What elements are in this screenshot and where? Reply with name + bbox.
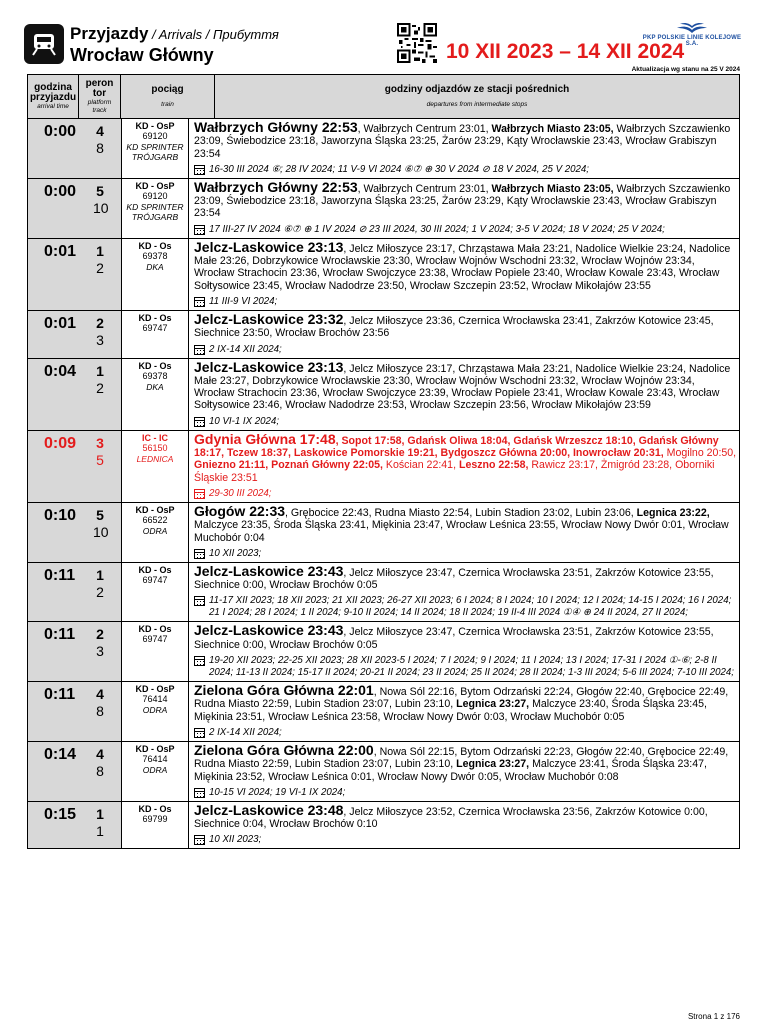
arrival-time: 0:15 bbox=[44, 805, 77, 823]
train-number: 69120 bbox=[142, 131, 168, 141]
calendar-icon bbox=[194, 165, 205, 175]
station-name: Wrocław Główny bbox=[70, 45, 214, 65]
train-number: 69120 bbox=[142, 190, 168, 201]
track-number: 3 bbox=[96, 643, 104, 660]
operating-days-text: 10 XII 2023; bbox=[209, 834, 262, 846]
table-row bbox=[28, 239, 739, 311]
arrival-time: 0:01 bbox=[44, 314, 77, 332]
route-segment: , Jelcz Miłoszyce 23:47, Czernica Wrocławska 23:51, Zakrzów Kotowice 23:55, Siechnice 0:00, Wrocław Brochów 0:05 bbox=[194, 626, 714, 651]
route-segment: Wałbrzych Miasto 23:05, bbox=[491, 123, 614, 135]
route-segment: , Nowa Sól 22:16, Bytom Odrzański 22:24, Głogów 22:40, Grębocice 22:49, Rudna Miasto 22:59, Lubin Stadion 23:07, Lubin 23:10, bbox=[194, 686, 729, 711]
table-row bbox=[28, 311, 739, 359]
route-segment: , Grębocice 22:43, Rudna Miasto 22:54, Lubin Stadion 23:02, Lubin 23:06, bbox=[285, 506, 637, 519]
time-platform-cell bbox=[28, 622, 121, 681]
pkp-wings-icon bbox=[677, 22, 707, 34]
origin-station: Jelcz-Laskowice 23:13 bbox=[194, 238, 344, 255]
route-text bbox=[194, 502, 737, 544]
operating-days-text: 2 IX-14 XII 2024; bbox=[209, 343, 282, 355]
route-segment: Leszno 22:58, bbox=[458, 459, 529, 472]
train-name: DKA bbox=[146, 261, 164, 272]
operating-days bbox=[194, 296, 737, 308]
route-segment: Rawicz 23:17, Żmigród 23:28, Oborniki Śląskie 23:51 bbox=[194, 459, 715, 484]
track-number: 8 bbox=[96, 762, 104, 779]
route-segment: Legnica 23:27, bbox=[456, 758, 530, 771]
track-number: 5 bbox=[96, 451, 104, 468]
route-segment: , Jelcz Miłoszyce 23:17, Chrząstawa Mała 23:21, Nadolice Wielkie 23:24, Nadolice Małe 23:27, Dobrzykowice Wrocławskie 23:30, Wrocław Wojnów Wschodni 23:32, Wrocław Wojnów 23:34, Wrocław Strachocin 23:36, Wrocław Swojczyce 23:39, Wrocław Popiele 23:41, Wrocław Kowale 23:43, Wrocław Sołtysowice 23:46, Wrocław Nadodrze 23:53, Wrocław Szczepin 23:56, Wrocław Mikołajów 23:59 bbox=[194, 362, 731, 412]
train-cell bbox=[121, 742, 189, 801]
calendar-icon bbox=[194, 549, 205, 559]
carrier-category: KD - Os bbox=[138, 564, 172, 575]
calendar-icon bbox=[194, 225, 205, 235]
calendar-icon bbox=[194, 656, 205, 666]
route-text bbox=[194, 624, 737, 651]
track-number: 10 bbox=[93, 523, 109, 540]
track-number: 2 bbox=[96, 583, 104, 600]
route-text bbox=[194, 238, 737, 292]
calendar-icon bbox=[194, 835, 205, 845]
route-text bbox=[194, 178, 737, 220]
carrier-category: IC - IC bbox=[142, 432, 168, 443]
operating-days bbox=[194, 224, 737, 236]
calendar-icon bbox=[194, 297, 205, 307]
track-number: 2 bbox=[96, 379, 104, 396]
route-segment: , Wałbrzych Centrum 23:01, bbox=[357, 182, 492, 195]
validity-period: 10 XII 2023 – 14 XII 2024 bbox=[446, 40, 685, 63]
operating-days-text: 11-17 XII 2023; 18 XII 2023; 21 XII 2023; 26-27 XII 2023; 6 I 2024; 8 I 2024; 10 I 2024; 12 I 2024; 14-15 I 2024; 16 I 2024; 21 I 2024; 28 I 2024; 1 II 2024; 9-10 II 2024; 14 II 2024; 18 II 2024; 19 II-4 III 2024 ①④ ⊕ 24 II 2024, 27 II 2024; bbox=[209, 595, 732, 619]
calendar-icon bbox=[194, 345, 205, 355]
carrier-category: KD - OsP bbox=[135, 684, 175, 695]
time-platform-cell bbox=[28, 179, 121, 238]
platform-number: 2 bbox=[96, 626, 104, 643]
carrier-category: KD - OsP bbox=[135, 121, 175, 131]
table-row bbox=[28, 682, 739, 742]
route-text bbox=[194, 358, 737, 412]
train-cell bbox=[121, 359, 189, 430]
origin-station: Jelcz-Laskowice 23:43 bbox=[194, 562, 344, 579]
train-name: KD SPRINTER TRÓJGARB bbox=[126, 142, 184, 162]
arrival-time: 0:04 bbox=[44, 362, 77, 380]
arrival-time: 0:14 bbox=[44, 745, 77, 763]
operating-days-text: 2 IX-14 XII 2024; bbox=[209, 726, 282, 738]
train-name: ODRA bbox=[142, 525, 168, 536]
route-text bbox=[194, 430, 737, 484]
qr-code-icon bbox=[397, 23, 437, 63]
train-number: 69747 bbox=[142, 574, 168, 585]
table-row bbox=[28, 359, 739, 431]
origin-station: Głogów 22:33 bbox=[194, 502, 286, 519]
table-header bbox=[28, 75, 739, 119]
route-segment: Wałbrzych Szczawienko 23:09, Świebodzice 23:18, Jaworzyna Śląska 23:25, Żarów 23:29, Kąty Wrocławskie 23:43, Wrocław Grabiszyn 23:54 bbox=[194, 123, 731, 160]
operating-days bbox=[194, 834, 737, 846]
route-text bbox=[194, 684, 737, 723]
carrier-category: KD - OsP bbox=[135, 504, 175, 515]
train-cell bbox=[121, 179, 189, 238]
table-row bbox=[28, 431, 739, 503]
track-number: 3 bbox=[96, 331, 104, 348]
platform-number: 5 bbox=[96, 182, 104, 199]
train-name: KD SPRINTER TRÓJGARB bbox=[126, 201, 184, 222]
carrier-category: KD - Os bbox=[138, 312, 172, 323]
operating-days-text: 17 III-27 IV 2024 ⑥⑦ ⊕ 1 IV 2024 ⊘ 23 III 2024, 30 III 2024; 1 V 2024; 3-5 V 2024; 18 V 2024; 25 V 2024; bbox=[209, 223, 665, 235]
track-number: 8 bbox=[96, 703, 104, 720]
table-row bbox=[28, 802, 739, 849]
time-platform-cell bbox=[28, 802, 121, 849]
train-name: ODRA bbox=[142, 764, 168, 775]
time-platform-cell bbox=[28, 239, 121, 310]
time-platform-cell bbox=[28, 742, 121, 801]
route-segment: , Nowa Sól 22:15, Bytom Odrzański 22:23, Głogów 22:40, Grębocice 22:49, Rudna Miasto 22:59, Lubin Stadion 23:07, Lubin 23:10, bbox=[194, 745, 729, 771]
platform-number: 1 bbox=[96, 805, 104, 822]
track-number: 1 bbox=[96, 822, 104, 839]
origin-station: Gdynia Główna 17:48 bbox=[194, 430, 336, 447]
update-note: Aktualizacja wg stanu na 25 V 2024 bbox=[631, 66, 740, 73]
origin-station: Jelcz-Laskowice 23:48 bbox=[194, 801, 344, 818]
route-cell bbox=[189, 311, 739, 358]
train-number: 69747 bbox=[142, 634, 168, 645]
platform-number: 4 bbox=[96, 123, 104, 139]
train-cell bbox=[121, 503, 189, 562]
train-number: 69378 bbox=[142, 250, 168, 261]
route-segment: Legnica 23:27, bbox=[456, 698, 530, 711]
origin-station: Zielona Góra Główna 22:00 bbox=[194, 741, 374, 758]
table-row bbox=[28, 622, 739, 682]
platform-number: 4 bbox=[96, 686, 104, 703]
time-platform-cell bbox=[28, 359, 121, 430]
calendar-icon bbox=[194, 728, 205, 738]
arrival-time: 0:00 bbox=[44, 123, 77, 140]
train-icon bbox=[24, 24, 64, 64]
route-cell bbox=[189, 179, 739, 238]
arrival-time: 0:10 bbox=[44, 506, 77, 524]
route-segment: , Jelcz Miłoszyce 23:36, Czernica Wrocławska 23:41, Zakrzów Kotowice 23:45, Siechnice 23:50, Wrocław Brochów 23:56 bbox=[194, 314, 714, 340]
train-number: 69378 bbox=[142, 370, 168, 381]
platform-number: 5 bbox=[96, 506, 104, 523]
platform-number: 1 bbox=[96, 242, 104, 259]
arrival-time: 0:01 bbox=[44, 242, 77, 260]
operating-days-text: 10 VI-1 IX 2024; bbox=[209, 415, 280, 427]
route-segment: Legnica 23:22, bbox=[636, 506, 710, 519]
route-segment: Malczyce 23:40, Środa Śląska 23:45, Miękinia 23:51, Wrocław Leśnica 23:58, Wrocław Nowy Dwór 0:03, Wrocław Muchobór 0:05 bbox=[194, 698, 707, 723]
arrivals-table bbox=[27, 74, 740, 849]
origin-station: Jelcz-Laskowice 23:32 bbox=[194, 310, 344, 327]
operating-days bbox=[194, 344, 737, 356]
operating-days bbox=[194, 595, 737, 619]
train-cell bbox=[121, 431, 189, 502]
route-segment: , Wałbrzych Centrum 23:01, bbox=[357, 123, 492, 135]
route-segment: , Jelcz Miłoszyce 23:47, Czernica Wrocławska 23:51, Zakrzów Kotowice 23:55, Siechnice 0:00, Wrocław Brochów 0:05 bbox=[194, 566, 714, 592]
carrier-category: KD - Os bbox=[138, 360, 172, 371]
train-number: 56150 bbox=[142, 442, 168, 453]
origin-station: Wałbrzych Główny 22:53 bbox=[194, 119, 358, 135]
table-body bbox=[28, 119, 739, 848]
operating-days-text: 19-20 XII 2023; 22-25 XII 2023; 28 XII 2023-5 I 2024; 7 I 2024; 9 I 2024; 11 I 2024; 13 I 2024; 17-31 I 2024 ①-⑥; 2-8 II 2024; 11-13 II 2024; 15-17 II 2024; 20-21 II 2024; 23 II 2024; 25 II 2024; 28 II 2024; 1-3 III 2024; 5-6 III 2024; 7-10 III 2024; bbox=[209, 655, 734, 679]
table-row bbox=[28, 179, 739, 239]
operating-days-text: 29-30 III 2024; bbox=[209, 487, 272, 499]
operating-days-text: 10 XII 2023; bbox=[209, 547, 262, 559]
train-name: DKA bbox=[146, 381, 164, 392]
column-platform: peron tor platform track bbox=[79, 75, 121, 118]
page-header bbox=[0, 0, 768, 76]
operating-days bbox=[194, 655, 737, 679]
train-number: 76414 bbox=[142, 753, 168, 764]
time-platform-cell bbox=[28, 503, 121, 562]
route-segment: Mogilno 20:50, bbox=[663, 447, 737, 460]
track-number: 10 bbox=[93, 199, 109, 216]
route-segment: , Jelcz Miłoszyce 23:17, Chrząstawa Mała 23:21, Nadolice Wielkie 23:24, Nadolice Małe 23:26, Dobrzykowice Wrocławskie 23:30, Wrocław Wojnów Wschodni 23:32, Wrocław Wojnów 23:34, Wrocław Strachocin 23:36, Wrocław Swojczyce 23:38, Wrocław Popiele 23:40, Wrocław Kowale 23:43, Wrocław Sołtysowice 23:45, Wrocław Nadodrze 23:50, Wrocław Szczepin 23:52, Wrocław Mikołajów 23:55 bbox=[194, 242, 731, 292]
operating-days bbox=[194, 488, 737, 500]
time-platform-cell bbox=[28, 311, 121, 358]
time-platform-cell bbox=[28, 682, 121, 741]
origin-station: Zielona Góra Główna 22:01 bbox=[194, 682, 374, 699]
train-cell bbox=[121, 802, 189, 849]
route-cell bbox=[189, 239, 739, 310]
operating-days-text: 10-15 VI 2024; 19 VI-1 IX 2024; bbox=[209, 786, 346, 798]
route-cell bbox=[189, 622, 739, 681]
platform-number: 3 bbox=[96, 434, 104, 451]
platform-number: 1 bbox=[96, 362, 104, 379]
carrier-category: KD - OsP bbox=[135, 180, 175, 191]
train-name: ODRA bbox=[142, 705, 168, 716]
operating-days bbox=[194, 164, 737, 176]
train-cell bbox=[121, 239, 189, 310]
route-cell bbox=[189, 431, 739, 502]
calendar-icon bbox=[194, 788, 205, 798]
route-segment: , Sopot 17:58, Gdańsk Oliwa 18:04, Gdańsk Wrzeszcz 18:10, Gdańsk Główny 18:17, Tczew 18:37, Laskowice Pomorskie 19:21, Bydgoszcz Główna 20:00, Inowrocław 20:31, bbox=[194, 434, 719, 460]
train-number: 69747 bbox=[142, 322, 168, 333]
page-title: Przyjazdy / Arrivals / Прибуття bbox=[70, 24, 279, 43]
calendar-icon bbox=[194, 417, 205, 427]
calendar-icon bbox=[194, 489, 205, 499]
route-segment: Malczyce 23:35, Środa Śląska 23:41, Miękinia 23:47, Wrocław Leśnica 23:55, Wrocław Nowy Dwór 0:01, Wrocław Muchobór 0:04 bbox=[194, 519, 729, 544]
carrier-category: KD - OsP bbox=[135, 743, 175, 754]
track-number: 2 bbox=[96, 259, 104, 276]
route-cell bbox=[189, 503, 739, 562]
calendar-icon bbox=[194, 596, 205, 606]
operating-days-text: 11 III-9 VI 2024; bbox=[209, 295, 278, 307]
train-number: 69799 bbox=[142, 813, 168, 824]
operating-days-text: 16-30 III 2024 ⑥; 28 IV 2024; 11 V-9 VI 2024 ⑥⑦ ⊕ 30 V 2024 ⊘ 18 V 2024, 25 V 2024; bbox=[209, 163, 589, 175]
train-number: 76414 bbox=[142, 694, 168, 705]
operating-days bbox=[194, 727, 737, 739]
time-platform-cell bbox=[28, 563, 121, 622]
route-segment: , Jelcz Miłoszyce 23:52, Czernica Wrocławska 23:56, Zakrzów Kotowice 0:00, Siechnice 0:04, Wrocław Brochów 0:10 bbox=[194, 805, 708, 831]
table-row bbox=[28, 119, 739, 179]
route-segment: Wałbrzych Miasto 23:05, bbox=[491, 182, 614, 195]
arrival-time: 0:11 bbox=[44, 566, 76, 584]
table-row bbox=[28, 563, 739, 623]
route-segment: Gniezno 21:11, Poznań Główny 22:05, bbox=[194, 459, 383, 472]
route-segment: Kościan 22:41, bbox=[382, 459, 459, 472]
arrival-time: 0:11 bbox=[44, 686, 76, 704]
route-cell bbox=[189, 742, 739, 801]
table-row bbox=[28, 742, 739, 802]
operating-days bbox=[194, 416, 737, 428]
column-train: pociąg train bbox=[121, 75, 215, 118]
operating-days bbox=[194, 548, 737, 560]
route-cell bbox=[189, 802, 739, 849]
column-arrival-time: godzina przyjazdu arrival time bbox=[28, 75, 79, 118]
arrival-time: 0:09 bbox=[44, 434, 77, 452]
platform-number: 1 bbox=[96, 566, 104, 583]
route-text bbox=[194, 310, 737, 340]
train-cell bbox=[121, 119, 189, 178]
operating-days bbox=[194, 787, 737, 799]
route-text bbox=[194, 741, 737, 783]
time-platform-cell bbox=[28, 431, 121, 502]
route-segment: Wałbrzych Szczawienko 23:09, Świebodzice 23:18, Jaworzyna Śląska 23:25, Żarów 23:29, Kąty Wrocławskie 23:43, Wrocław Grabiszyn 23:54 bbox=[194, 182, 731, 220]
route-cell bbox=[189, 359, 739, 430]
route-cell bbox=[189, 682, 739, 741]
origin-station: Wałbrzych Główny 22:53 bbox=[194, 178, 358, 195]
platform-number: 2 bbox=[96, 314, 104, 331]
train-cell bbox=[121, 622, 189, 681]
origin-station: Jelcz-Laskowice 23:13 bbox=[194, 358, 344, 375]
carrier-category: KD - Os bbox=[138, 240, 172, 251]
train-cell bbox=[121, 563, 189, 622]
carrier-category: KD - Os bbox=[138, 624, 172, 635]
track-number: 8 bbox=[96, 140, 104, 156]
train-name: LEDNICA bbox=[136, 453, 174, 464]
column-stops: godziny odjazdów ze stacji pośrednich departures from intermediate stops bbox=[384, 83, 570, 108]
carrier-category: KD - Os bbox=[138, 803, 172, 814]
table-row bbox=[28, 503, 739, 563]
route-text bbox=[194, 562, 737, 592]
origin-station: Jelcz-Laskowice 23:43 bbox=[194, 622, 344, 639]
route-segment: Malczyce 23:41, Środa Śląska 23:47, Miękinia 23:52, Wrocław Leśnica 0:01, Wrocław Nowy Dwór 0:05, Wrocław Muchobór 0:08 bbox=[194, 758, 707, 783]
page-number: Strona 1 z 176 bbox=[687, 1012, 740, 1021]
route-cell bbox=[189, 563, 739, 622]
arrival-time: 0:11 bbox=[44, 626, 76, 644]
route-text bbox=[194, 801, 737, 831]
time-platform-cell bbox=[28, 119, 121, 178]
train-number: 66522 bbox=[142, 514, 168, 525]
train-cell bbox=[121, 311, 189, 358]
route-text bbox=[194, 121, 737, 160]
platform-number: 4 bbox=[96, 745, 104, 762]
pkp-logo: PKP POLSKIE LINIE KOLEJOWE S.A. bbox=[640, 22, 744, 47]
train-cell bbox=[121, 682, 189, 741]
arrival-time: 0:00 bbox=[44, 182, 77, 200]
route-cell bbox=[189, 119, 739, 178]
